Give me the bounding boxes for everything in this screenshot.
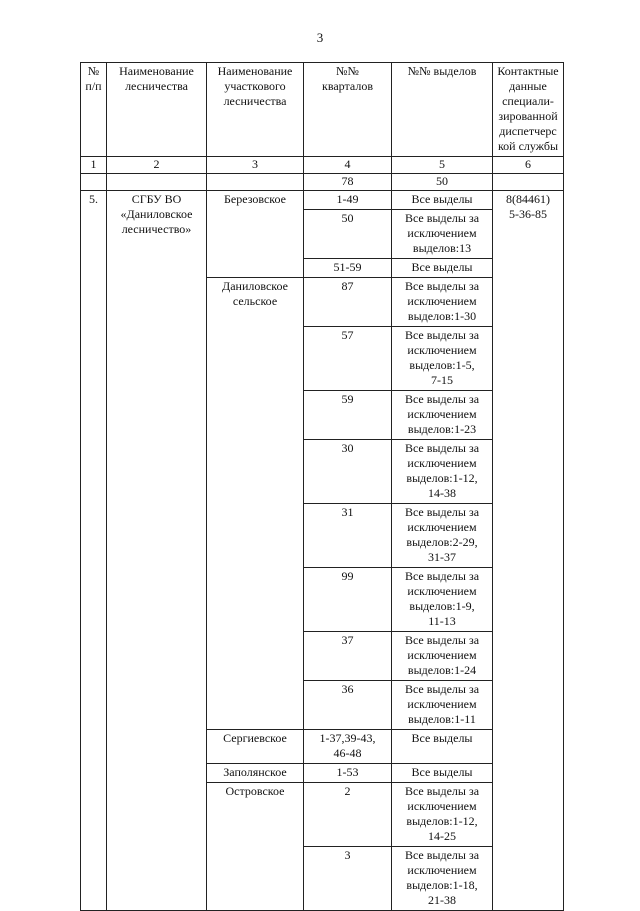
plots-cell: Все выделы за исключением выделов:1-9, 11-13 [392, 568, 493, 632]
plots-cell: Все выделы за исключением выделов:13 [392, 210, 493, 259]
quarter-cell: 1-53 [304, 764, 392, 783]
plots-cell: Все выделы за исключением выделов:1-24 [392, 632, 493, 681]
empty-cell [207, 174, 304, 191]
plots-cell: Все выделы за исключением выделов:1-18, 21-38 [392, 847, 493, 911]
empty-cell [493, 174, 564, 191]
district-name: Даниловское сельское [207, 278, 304, 730]
column-number: 5 [392, 157, 493, 174]
plots-cell: Все выделы за исключением выделов:1-12, 14-25 [392, 783, 493, 847]
header-contact: Контактные данные специали- зированной диспетчерс кой службы [493, 63, 564, 157]
header-row [81, 63, 564, 157]
empty-cell [81, 174, 107, 191]
forestry-name: СГБУ ВО «Даниловское лесничество» [107, 191, 207, 911]
quarter-cell: 37 [304, 632, 392, 681]
plots-cell: Все выделы за исключением выделов:1-23 [392, 391, 493, 440]
contact-info: 8(84461) 5-36-85 [493, 191, 564, 911]
continuation-row [81, 174, 564, 191]
column-number: 6 [493, 157, 564, 174]
plots-cell: Все выделы за исключением выделов:1-11 [392, 681, 493, 730]
header-quarters: №№ кварталов [304, 63, 392, 157]
quarter-cell: 50 [304, 210, 392, 259]
header-forestry: Наименование лесничества [107, 63, 207, 157]
quarter-cell: 1-49 [304, 191, 392, 210]
plots-cell: Все выделы [392, 764, 493, 783]
quarter-cell: 57 [304, 327, 392, 391]
table-row [81, 191, 564, 210]
quarter-cell: 78 [304, 174, 392, 191]
quarter-cell: 3 [304, 847, 392, 911]
column-number: 3 [207, 157, 304, 174]
column-number: 2 [107, 157, 207, 174]
district-name: Заполянское [207, 764, 304, 783]
quarter-cell: 30 [304, 440, 392, 504]
quarter-cell: 87 [304, 278, 392, 327]
forestry-table [80, 62, 564, 911]
district-name: Сергиевское [207, 730, 304, 764]
column-number: 1 [81, 157, 107, 174]
header-number: № п/п [81, 63, 107, 157]
quarter-cell: 59 [304, 391, 392, 440]
plots-cell: Все выделы за исключением выделов:1-5, 7-15 [392, 327, 493, 391]
column-number: 4 [304, 157, 392, 174]
page-number: 3 [316, 30, 324, 45]
header-plots: №№ выделов [392, 63, 493, 157]
quarter-cell: 36 [304, 681, 392, 730]
header-district: Наименование участкового лесничества [207, 63, 304, 157]
district-name: Островское [207, 783, 304, 911]
plots-cell: Все выделы за исключением выделов:1-30 [392, 278, 493, 327]
plots-cell: Все выделы за исключением выделов:1-12, 14-38 [392, 440, 493, 504]
plots-cell: Все выделы [392, 259, 493, 278]
plots-cell: 50 [392, 174, 493, 191]
quarter-cell: 51-59 [304, 259, 392, 278]
plots-cell: Все выделы за исключением выделов:2-29, 31-37 [392, 504, 493, 568]
column-number-row [81, 157, 564, 174]
plots-cell: Все выделы [392, 730, 493, 764]
record-number: 5. [81, 191, 107, 911]
district-name: Березовское [207, 191, 304, 278]
quarter-cell: 31 [304, 504, 392, 568]
plots-cell: Все выделы [392, 191, 493, 210]
empty-cell [107, 174, 207, 191]
quarter-cell: 2 [304, 783, 392, 847]
quarter-cell: 99 [304, 568, 392, 632]
quarter-cell: 1-37,39-43, 46-48 [304, 730, 392, 764]
